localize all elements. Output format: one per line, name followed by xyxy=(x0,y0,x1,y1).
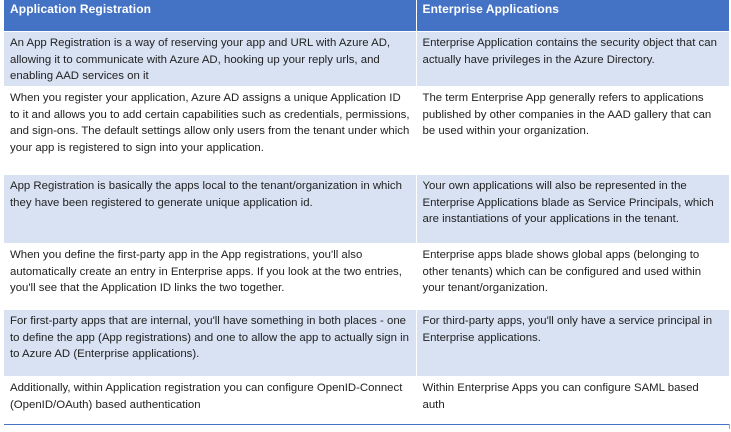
table-row xyxy=(4,175,729,244)
app-registration-cell: An App Registration is a way of reserving your app and URL with Azure AD, allowing it to communicate with Azure AD, hooking up your reply urls, and enabling AAD services on it xyxy=(4,32,416,87)
header-enterprise-applications: Enterprise Applications xyxy=(416,0,729,32)
enterprise-app-cell: Within Enterprise Apps you can configure SAML based auth xyxy=(416,377,729,432)
app-registration-cell: When you define the first-party app in the App registrations, you'll also automatically create an entry in Enterprise apps. If you look at the two entries, you'll see that the Application ID links the two together. xyxy=(4,244,416,310)
comparison-table xyxy=(4,0,729,432)
table-row xyxy=(4,244,729,310)
comparison-table-wrapper xyxy=(4,0,729,432)
app-registration-cell: When you register your application, Azure AD assigns a unique Application ID to it and allows you to add certain capabilities such as credentials, permissions, and sign-ons. The default settings allow only users from the tenant under which your app is registered to sign into your application. xyxy=(4,87,416,175)
table-corner-mark xyxy=(729,424,730,429)
enterprise-app-cell: Enterprise Application contains the security object that can actually have privileges in the Azure Directory. xyxy=(416,32,729,87)
app-registration-cell: App Registration is basically the apps local to the tenant/organization in which they have been registered to generate unique application id. xyxy=(4,175,416,244)
app-registration-cell: Additionally, within Application registration you can configure OpenID-Connect (OpenID/OAuth) based authentication xyxy=(4,377,416,432)
header-application-registration: Application Registration xyxy=(4,0,416,32)
table-bottom-rule xyxy=(4,424,729,425)
enterprise-app-cell: Enterprise apps blade shows global apps (belonging to other tenants) which can be configured and used within your tenant/organization. xyxy=(416,244,729,310)
table-row xyxy=(4,32,729,87)
table-row xyxy=(4,87,729,175)
table-row xyxy=(4,310,729,377)
enterprise-app-cell: The term Enterprise App generally refers to applications published by other companies in the AAD gallery that can be used within your organization. xyxy=(416,87,729,175)
app-registration-cell: For first-party apps that are internal, you'll have something in both places - one to define the app (App registrations) and one to allow the app to actually sign in to Azure AD (Enterprise applications). xyxy=(4,310,416,377)
table-header-row xyxy=(4,0,729,32)
enterprise-app-cell: Your own applications will also be represented in the Enterprise Applications blade as Service Principals, which are instantiations of your applications in the tenant. xyxy=(416,175,729,244)
enterprise-app-cell: For third-party apps, you'll only have a service principal in Enterprise applications. xyxy=(416,310,729,377)
